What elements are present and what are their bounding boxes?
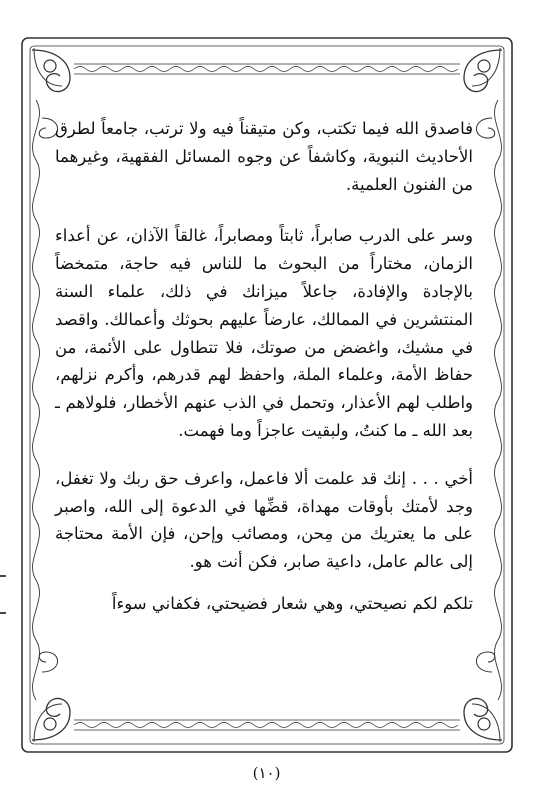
edge-mark <box>0 612 6 614</box>
paragraph-4: تلكم لكم نصيحتي، وهي شعار فضيحتي، فكفاني سوءاً <box>111 593 473 613</box>
body-text <box>55 115 473 618</box>
page-number: (١٠) <box>252 764 281 782</box>
paragraph-2: وسر على الدرب صابراً، ثابتاً ومصابراً، غالقاً الآذان، عن أعداء الزمان، مختاراً من البحوث ما للناس فيه حاجة، متمخضاً بالإجادة والإفادة، جاعلاً ميزانك في ذلك، علماء السنة المنتشرين في الممالك، عارضاً عليهم بحوثك وأعمالك. واقصد في مشيك، واغضض من صوتك، فلا تتطاول على الأئمة، من حفاظ الأمة، وعلماء الملة، واحفظ لهم قدرهم، وأكرم نزلهم، واطلب لهم الأعذار، وتحمل في الذب عنهم الأخطار، فلولاهم ـ بعد الله ـ ما كنتُ، ولبقيت عاجزاً وما فهمت. <box>55 226 473 440</box>
edge-mark <box>0 575 6 577</box>
paragraph-3: أخي . . . إنك قد علمت ألا فاعمل، واعرف حق ربك ولا تغفل، وجد لأمتك بأوقات مهداة، قضِّها في الدعوة إلى الله، واصبر على ما يعتريك من مِحن، ومصائب وإحن، فإن الأمة محتاجة إلى عالم عامل، داعية صابر، فكن أنت هو. <box>55 468 473 572</box>
paragraph-1: فاصدق الله فيما تكتب، وكن متيقناً فيه ولا ترتب، جامعاً لطرق الأحاديث النبوية، وكاشفاً عن وجوه المسائل الفقهية، وغيرهما من الفنون العلمية. <box>55 119 473 194</box>
